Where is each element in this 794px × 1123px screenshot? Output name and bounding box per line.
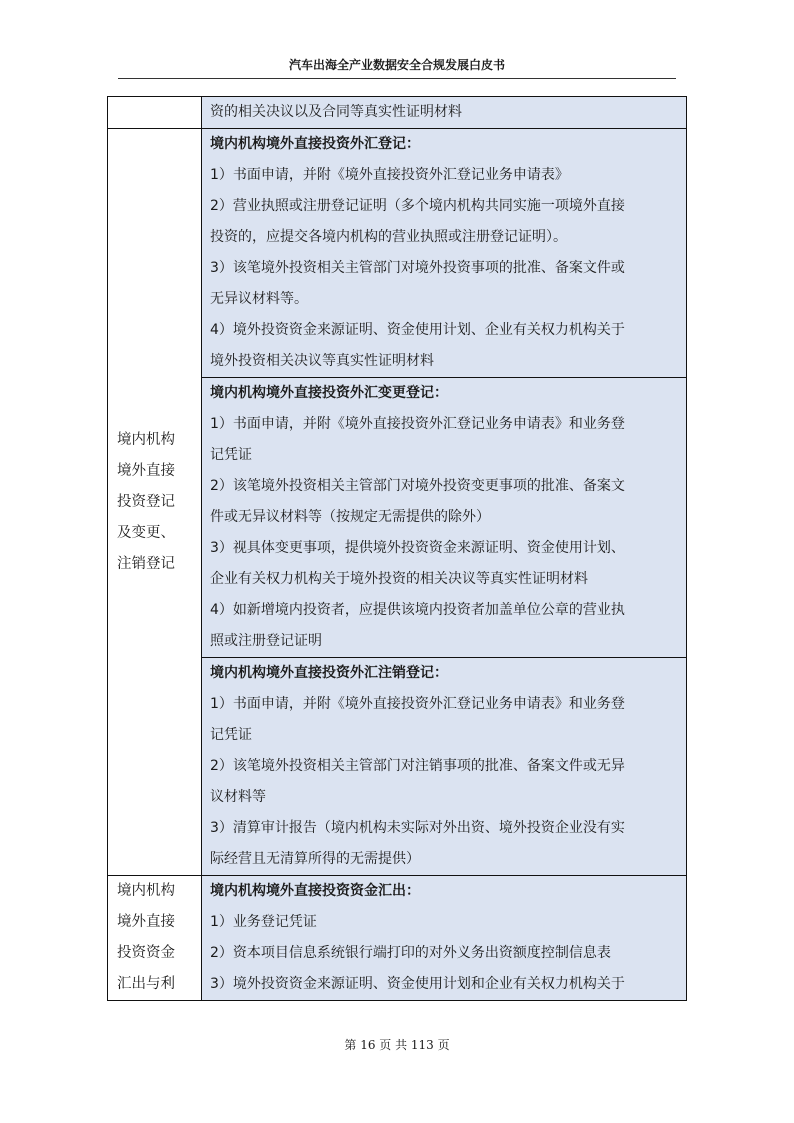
row-label-cell [108,876,202,1001]
requirement-line: 3）视具体变更事项，提供境外投资资金来源证明、资金使用计划、 [210,540,625,556]
header-divider [118,78,676,79]
requirement-line: 无异议材料等。 [210,291,308,307]
requirement-line: 1）书面申请，并附《境外直接投资外汇登记业务申请表》 [210,167,569,183]
page-number: 第 16 页 共 113 页 [344,1038,450,1052]
table-row [108,129,687,378]
requirement-line: 2）该笔境外投资相关主管部门对注销事项的批准、备案文件或无异 [210,758,625,774]
row-label-cell [108,97,202,129]
category-label-line: 投资资金 [117,945,175,961]
requirement-line: 3）清算审计报告（境内机构未实际对外出资、境外投资企业没有实 [210,820,625,836]
document-header-title: 汽车出海全产业数据安全合规发展白皮书 [288,58,505,72]
requirement-line: 3）境外投资资金来源证明、资金使用计划和企业有关权力机构关于 [210,976,625,992]
requirement-line: 1）书面申请，并附《境外直接投资外汇登记业务申请表》和业务登 [210,416,625,432]
section-heading: 境内机构境外直接投资外汇注销登记： [210,665,448,681]
row-content-cell [202,658,687,876]
row-label-cell [108,129,202,876]
requirement-line: 记凭证 [210,447,252,463]
requirement-line: 记凭证 [210,727,252,743]
requirement-line: 2）该笔境外投资相关主管部门对境外投资变更事项的批准、备案文 [210,478,625,494]
category-label-line: 注销登记 [117,555,175,572]
requirements-table [107,96,687,1001]
requirement-line: 件或无异议材料等（按规定无需提供的除外） [210,509,490,525]
category-label-line: 境外直接 [117,914,175,930]
category-label-line: 汇出与利 [117,976,175,992]
requirement-line: 照或注册登记证明 [210,633,322,649]
requirement-line: 企业有关权力机构关于境外投资的相关决议等真实性证明材料 [210,571,588,587]
row-content-cell [202,378,687,658]
table-row [108,97,687,129]
requirement-line: 境外投资相关决议等真实性证明材料 [210,353,434,369]
requirement-line: 1）业务登记凭证 [210,914,317,930]
category-label-line: 境外直接 [117,462,175,479]
requirement-line: 际经营且无清算所得的无需提供） [210,851,420,867]
row-content-cell [202,876,687,1001]
requirement-line: 3）该笔境外投资相关主管部门对境外投资事项的批准、备案文件或 [210,260,625,276]
requirement-line: 议材料等 [210,789,266,805]
requirement-line: 资的相关决议以及合同等真实性证明材料 [210,104,462,120]
requirement-line: 投资的，应提交各境内机构的营业执照或注册登记证明）。 [210,229,567,245]
category-label-line: 及变更、 [117,524,175,541]
section-heading: 境内机构境外直接投资外汇登记： [210,136,420,152]
category-label-line: 境内机构 [117,431,175,448]
category-label-line: 投资登记 [117,493,175,510]
requirement-line: 4）如新增境内投资者，应提供该境内投资者加盖单位公章的营业执 [210,602,625,618]
section-heading: 境内机构境外直接投资资金汇出： [210,883,420,899]
requirement-line: 4）境外投资资金来源证明、资金使用计划、企业有关权力机构关于 [210,322,625,338]
category-label-line: 境内机构 [117,883,175,899]
requirement-line: 2）营业执照或注册登记证明（多个境内机构共同实施一项境外直接 [210,198,625,214]
section-heading: 境内机构境外直接投资外汇变更登记： [210,385,448,401]
row-content-cell [202,97,687,129]
row-content-cell [202,129,687,378]
requirement-line: 1）书面申请，并附《境外直接投资外汇登记业务申请表》和业务登 [210,696,625,712]
requirement-line: 2）资本项目信息系统银行端打印的对外义务出资额度控制信息表 [210,945,611,961]
table-row [108,876,687,1001]
